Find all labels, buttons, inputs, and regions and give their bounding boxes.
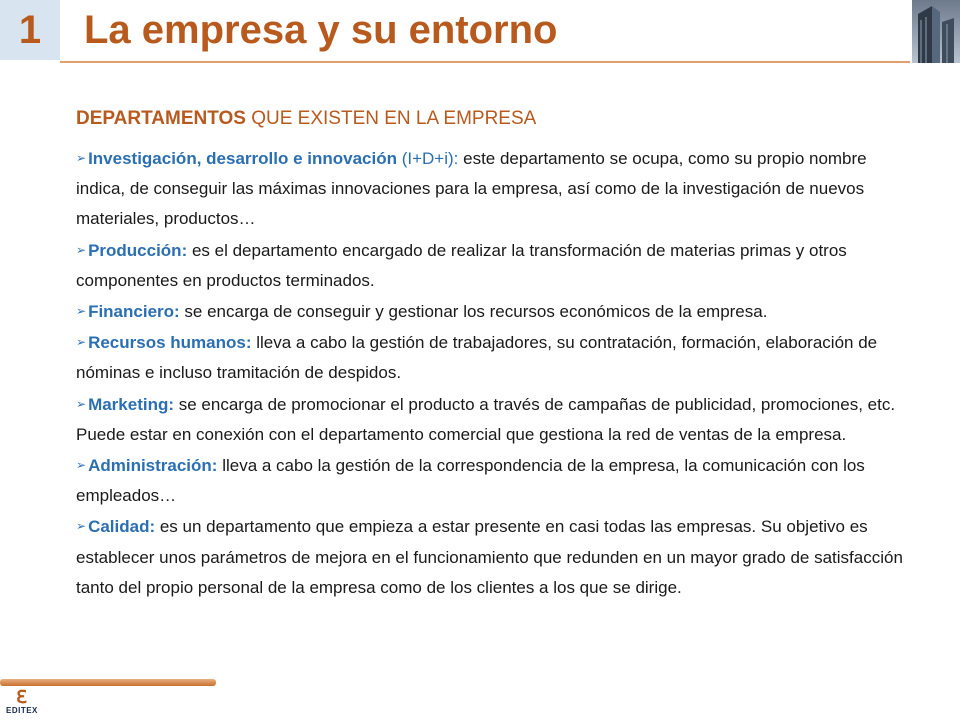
item-text: lleva a cabo la gestión de la correspondencia de la empresa, la comunicación con los empleados… [76,456,865,506]
arrow-bullet-icon: ➢ [76,396,87,411]
item-text: se encarga de conseguir y gestionar los recursos económicos de la empresa. [179,302,768,322]
item-term: Recursos humanos: [88,333,252,353]
item-term: Investigación, desarrollo e innovación [88,149,397,168]
item-term: Financiero: [88,302,180,322]
item-text: lleva a cabo la gestión de trabajadores, su contratación, formación, elaboración de nóminas e incluso tramitación de despidos. [76,333,878,383]
list-item-rrhh [76,327,906,388]
list-item-calidad [76,511,906,603]
item-term-suffix: (I+D+i): [396,149,459,168]
section-heading [76,108,536,130]
page-title: La empresa y su entorno [84,8,558,52]
item-text: este departamento se ocupa, como su propio nombre indica, de conseguir las máximas innovaciones para la empresa, así como de la investigación de nuevos materiales, productos… [76,149,867,229]
section-heading-strong: DEPARTAMENTOS [76,108,246,129]
header-divider [60,61,910,63]
item-text: se encarga de promocionar el producto a través de campañas de publicidad, promociones, etc. Puede estar en conexión con el departamento comercial que gestiona la red de ventas de la empresa. [76,394,896,444]
chapter-number-box [0,0,60,60]
item-term: Marketing: [88,394,175,414]
footer-divider [0,679,216,686]
arrow-bullet-icon: ➢ [76,519,87,534]
item-term: Producción: [88,240,188,260]
editex-logo-icon: ℇ [16,687,28,707]
list-item-produccion [76,235,906,296]
skyscraper-image [912,0,960,63]
list-item-administracion [76,450,906,511]
arrow-bullet-icon: ➢ [76,335,87,350]
section-heading-rest: QUE EXISTEN EN LA EMPRESA [245,108,537,129]
arrow-bullet-icon: ➢ [76,304,87,319]
item-term: Administración: [88,456,218,476]
list-item-idi [76,143,906,235]
arrow-bullet-icon: ➢ [76,242,87,257]
editex-logo [6,688,56,718]
department-list [76,143,906,603]
editex-logo-text: EDITEX [6,706,38,715]
chapter-number: 1 [18,8,42,52]
item-term: Calidad: [88,517,156,537]
arrow-bullet-icon: ➢ [76,458,87,473]
list-item-marketing [76,389,906,450]
item-text: es un departamento que empieza a estar presente en casi todas las empresas. Su objetivo es establecer unos parámetros de mejora en el funcionamiento que redunden en un mayor grado de satisfacción tanto del propio personal de la empresa como de los clientes a los que se dirige. [76,517,903,597]
item-text: es el departamento encargado de realizar la transformación de materias primas y otros componentes en productos terminados. [76,240,847,290]
list-item-financiero [76,296,906,327]
arrow-bullet-icon: ➢ [76,151,87,165]
